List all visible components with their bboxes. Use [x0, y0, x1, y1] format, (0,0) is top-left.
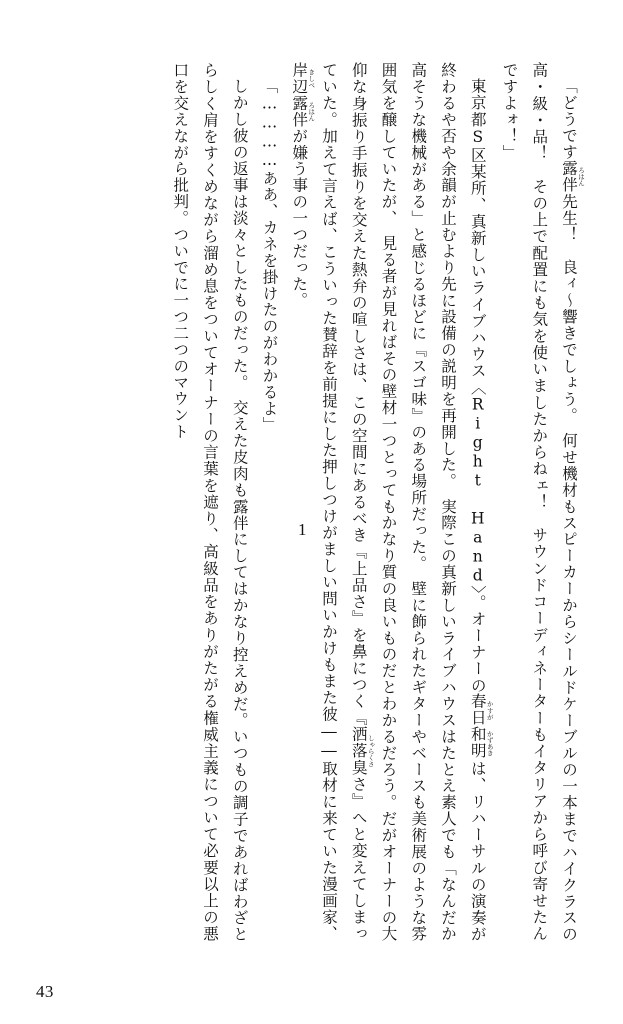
page-number: 43 — [36, 982, 54, 1001]
section-number: 1 — [298, 520, 307, 539]
paragraph-1: 「どうです露伴 ろはん先生！ 良ィ～響きでしょう。 何せ機材もスピーカーからシールドケーブルの一本までハイクラスの高・級・品！ その上で配置にも気を使いましたからねェ！ サウンドコーディネーターもイタリアから呼び寄せたんですよォ！」 — [500, 62, 585, 942]
paragraph-4: しかし彼の返事は淡々としたものだった。 交えた皮肉も露伴にしてはかなり控えめだ。いつもの調子であればわざとらしく肩をすくめながら溜め息をついてオーナーの言葉を遮り、高級品をありがたがる権威主義について必要以上の悪口を交えながら批判。ついでに一つ二つのマウント — [171, 62, 249, 942]
paragraph-2: 東京都S区某所、真新しいライブハウス〈Right Hand〉。オーナーの春日 かすが和明 かずあきは、リハーサルの演奏が終わるや否や余韻が止むより先に設備の説明を再開した。 実際この真新しいライブハウスはたとえ素人でも「なんだか高そうな機械がある」と感じるほどに『スゴ味』のある場所だった。 壁に飾られたギターやベースも美術展のような雰囲気を醸していたが、 見る者が見ればその壁材一つとってもかなり質の良いものだとわかるだろう。だがオーナーの大仰な身振り手振りを交えた熱弁の喧しさは、この空間にあるべき『上品さ』を鼻につく『洒落臭 しゃらくささ』へと変えてしまっていた。加えて言えば、こういった賛辞を前提にした押しつけがましい問いかけもまた彼――取材に来ていた漫画家、岸辺 きしべ露伴 ろはんが嫌う事の一つだった。 — [290, 62, 494, 942]
page-body-text — [25, 62, 585, 942]
ruby-kishibe: 岸辺 きしべ — [290, 62, 316, 95]
ruby-sharakusa: 洒落臭 しゃらくさ — [349, 726, 375, 777]
paragraph-3: 「…………ああ、カネを掛けたのがわかるよ」 — [260, 77, 279, 433]
ruby-rohan-2: 露伴 ろはん — [290, 94, 316, 128]
ruby-kasuga: 春日 かすが — [468, 693, 494, 727]
ruby-kazuaki: 和明 かずあき — [468, 726, 494, 760]
ruby-rohan: 露伴 ろはん — [560, 159, 585, 193]
